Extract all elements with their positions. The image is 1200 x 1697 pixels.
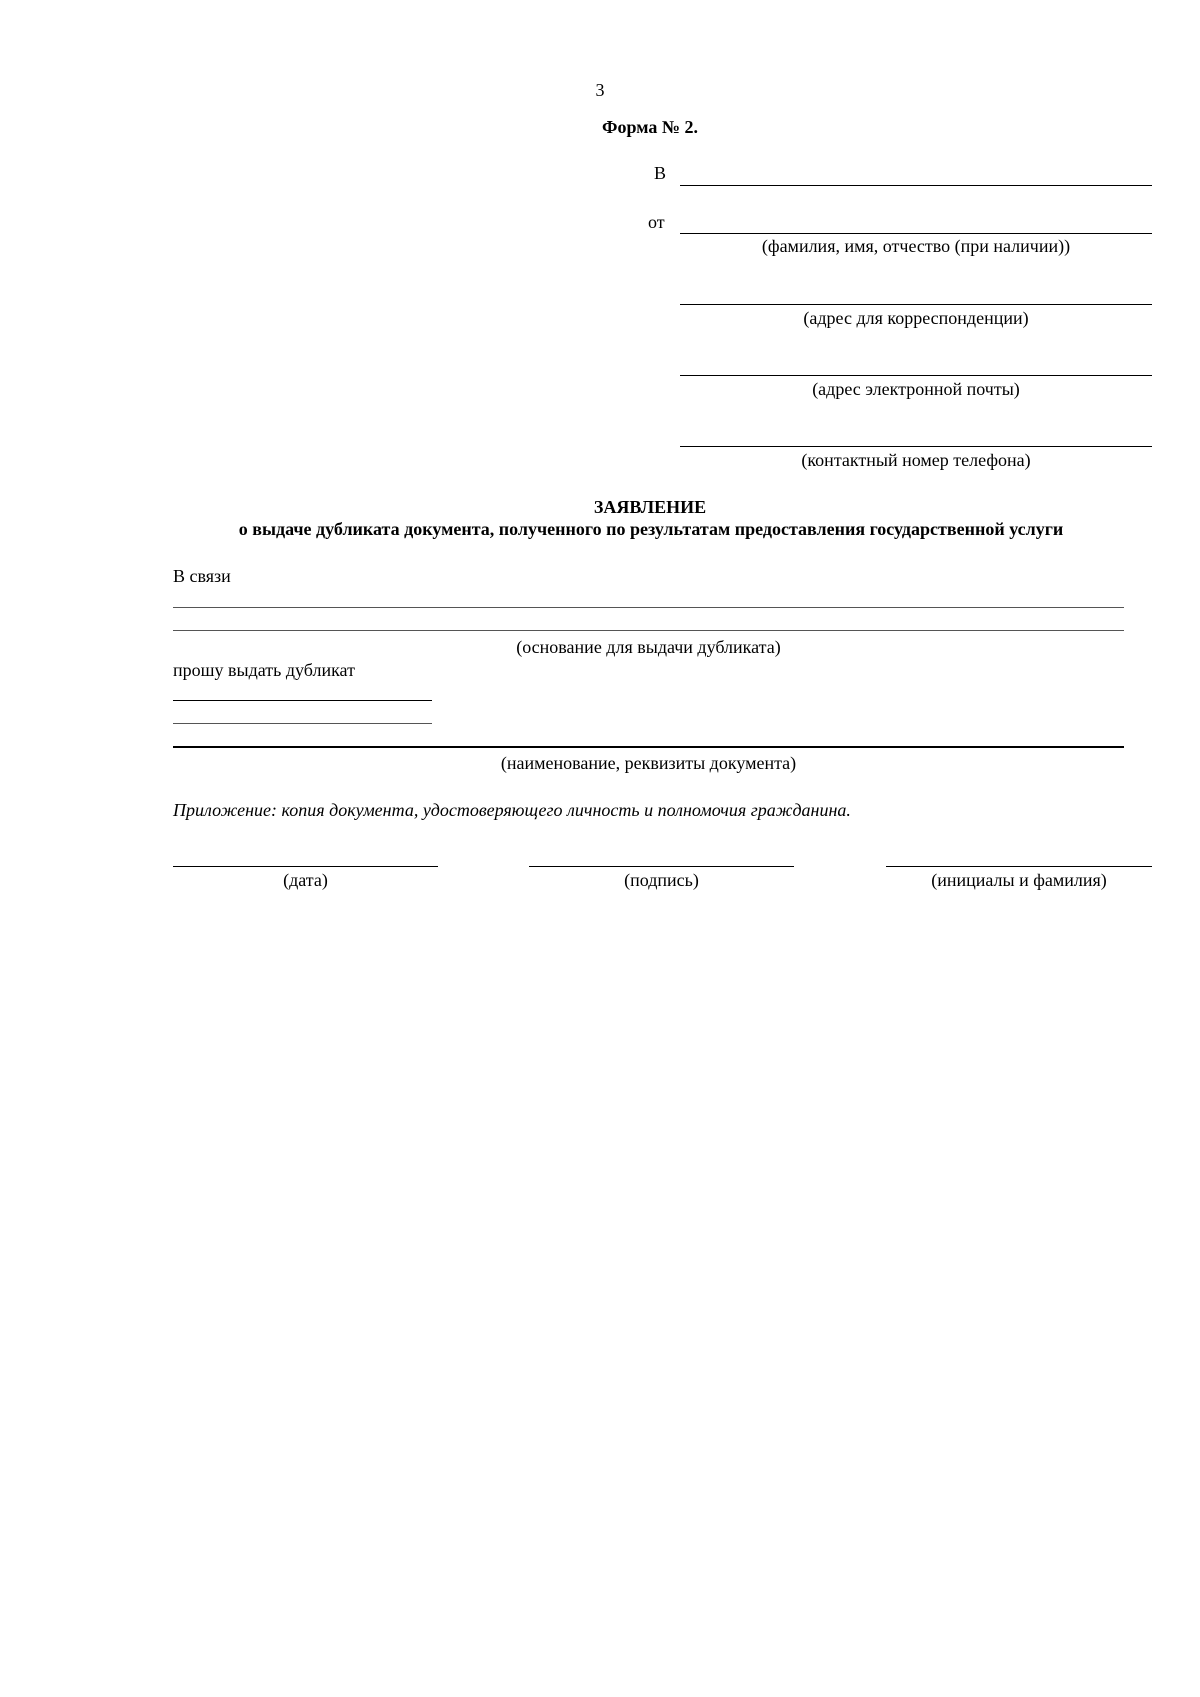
from-field-line[interactable]	[680, 233, 1152, 234]
name-field-line[interactable]	[886, 866, 1152, 867]
signature-field-line[interactable]	[529, 866, 794, 867]
statement-subtitle: о выдаче дубликата документа, полученного по результатам предоставления государственной услуги	[238, 519, 1064, 539]
postal-address-caption: (адрес для корреспонденции)	[803, 308, 1029, 328]
reason-field-line-1[interactable]	[173, 607, 1124, 608]
email-field-line[interactable]	[680, 375, 1152, 376]
email-caption: (адрес электронной почты)	[812, 379, 1020, 399]
reason-caption: (основание для выдачи дубликата)	[516, 637, 781, 657]
postal-address-field-line[interactable]	[680, 304, 1152, 305]
attachment-note: Приложение: копия документа, удостоверяющего личность и полномочия гражданина.	[173, 800, 851, 820]
document-field-line-2[interactable]	[173, 723, 432, 724]
page-number: 3	[595, 80, 605, 100]
date-field-line[interactable]	[173, 866, 438, 867]
request-text: прошу выдать дубликат	[173, 660, 355, 680]
phone-field-line[interactable]	[680, 446, 1152, 447]
form-title: Форма № 2.	[602, 117, 698, 137]
date-caption: (дата)	[283, 870, 328, 890]
signature-caption: (подпись)	[624, 870, 699, 890]
statement-title: ЗАЯВЛЕНИЕ	[593, 497, 707, 517]
phone-caption: (контактный номер телефона)	[801, 450, 1031, 470]
document-field-line-3[interactable]	[173, 746, 1124, 748]
full-name-caption: (фамилия, имя, отчество (при наличии))	[761, 236, 1071, 256]
reason-field-line-2[interactable]	[173, 630, 1124, 631]
from-label: от	[648, 212, 665, 232]
name-caption: (инициалы и фамилия)	[931, 870, 1107, 890]
to-field-line[interactable]	[680, 185, 1152, 186]
document-caption: (наименование, реквизиты документа)	[500, 753, 797, 773]
document-field-line-1[interactable]	[173, 700, 432, 701]
to-label: В	[654, 163, 667, 183]
reason-prefix: В связи	[173, 566, 231, 586]
